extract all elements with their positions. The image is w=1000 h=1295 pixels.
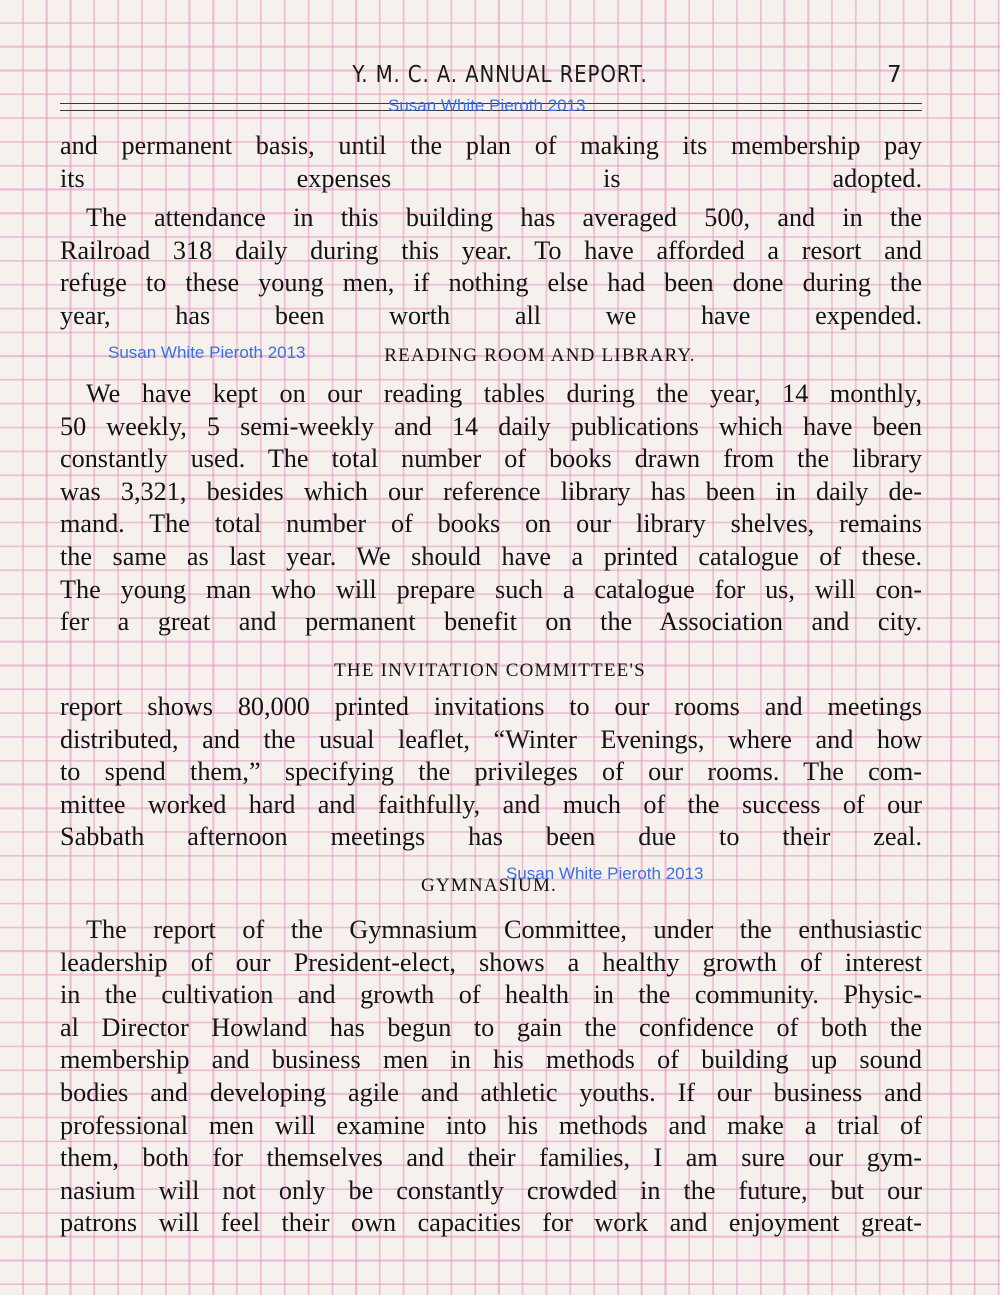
text-line: in the cultivation and growth of health in the community. Physic- [60,980,922,1010]
text-line: membership and business men in his methods of building up sound [60,1045,922,1075]
running-head: Y. M. C. A. ANNUAL REPORT. [352,62,648,88]
text-line: distributed, and the usual leaflet, “Winter Evenings, where and how [60,724,922,754]
text-line: 50 weekly, 5 semi-weekly and 14 daily publications which have been [60,411,922,441]
text-line: and permanent basis, until the plan of making its membership pay [60,131,922,160]
heading-gymnasium: GYMNASIUM. [420,875,558,896]
text-line: bodies and developing agile and athletic youths. If our business and [60,1077,922,1107]
paragraph-reading-room [60,378,922,639]
text-line: The attendance in this building has averaged 500, and in the [86,203,922,232]
text-line: the same as last year. We should have a printed catalogue of these. [60,541,922,571]
text-line: mand. The total number of books on our library shelves, remains [60,509,922,539]
paragraph-continuation [60,130,922,195]
text-line: refuge to these young men, if nothing else had been done during the [60,268,922,298]
text-line: mittee worked hard and faithfully, and much of the success of our [60,789,922,819]
paragraph-gymnasium [60,914,922,1240]
text-line: fer a great and permanent benefit on the Association and city. [60,607,922,637]
watermark-lower: Susan White Pieroth 2013 [506,864,704,883]
heading-reading-room: READING ROOM AND LIBRARY. [384,345,696,366]
text-line: We have kept on our reading tables during the year, 14 monthly, [86,379,922,408]
text-line: professional men will examine into his methods and make a trial of [60,1110,922,1140]
text-line: The report of the Gymnasium Committee, under the enthusiastic [86,915,922,944]
text-line: Sabbath afternoon meetings has been due to their zeal. [60,822,922,852]
text-line: to spend them,” specifying the privileges of our rooms. The com- [60,757,922,787]
text-line: Railroad 318 daily during this year. To have afforded a resort and [60,235,922,265]
heading-invitation-committee: THE INVITATION COMMITTEE'S [334,660,646,681]
text-line: patrons will feel their own capacities for work and enjoyment great- [60,1208,922,1238]
text-line: year, has been worth all we have expended. [60,300,922,330]
text-line: al Director Howland has begun to gain the confidence of both the [60,1012,922,1042]
text-line: report shows 80,000 printed invitations to our rooms and meetings [60,692,922,721]
text-line: leadership of our President-elect, shows a healthy growth of interest [60,947,922,977]
watermark-top: Susan White Pieroth 2013 [388,96,586,115]
paragraph-invitation [60,691,922,854]
text-line: was 3,321, besides which our reference library has been in daily de- [60,476,922,506]
page-number: 7 [887,62,902,88]
watermark-middle: Susan White Pieroth 2013 [108,343,306,362]
text-line: its expenses is adopted. [60,163,922,193]
text-line: The young man who will prepare such a catalogue for us, will con- [60,574,922,604]
text-line: them, both for themselves and their families, I am sure our gym- [60,1143,922,1173]
text-line: constantly used. The total number of books drawn from the library [60,444,922,474]
paragraph-attendance [60,202,922,332]
text-line: nasium will not only be constantly crowded in the future, but our [60,1175,922,1205]
